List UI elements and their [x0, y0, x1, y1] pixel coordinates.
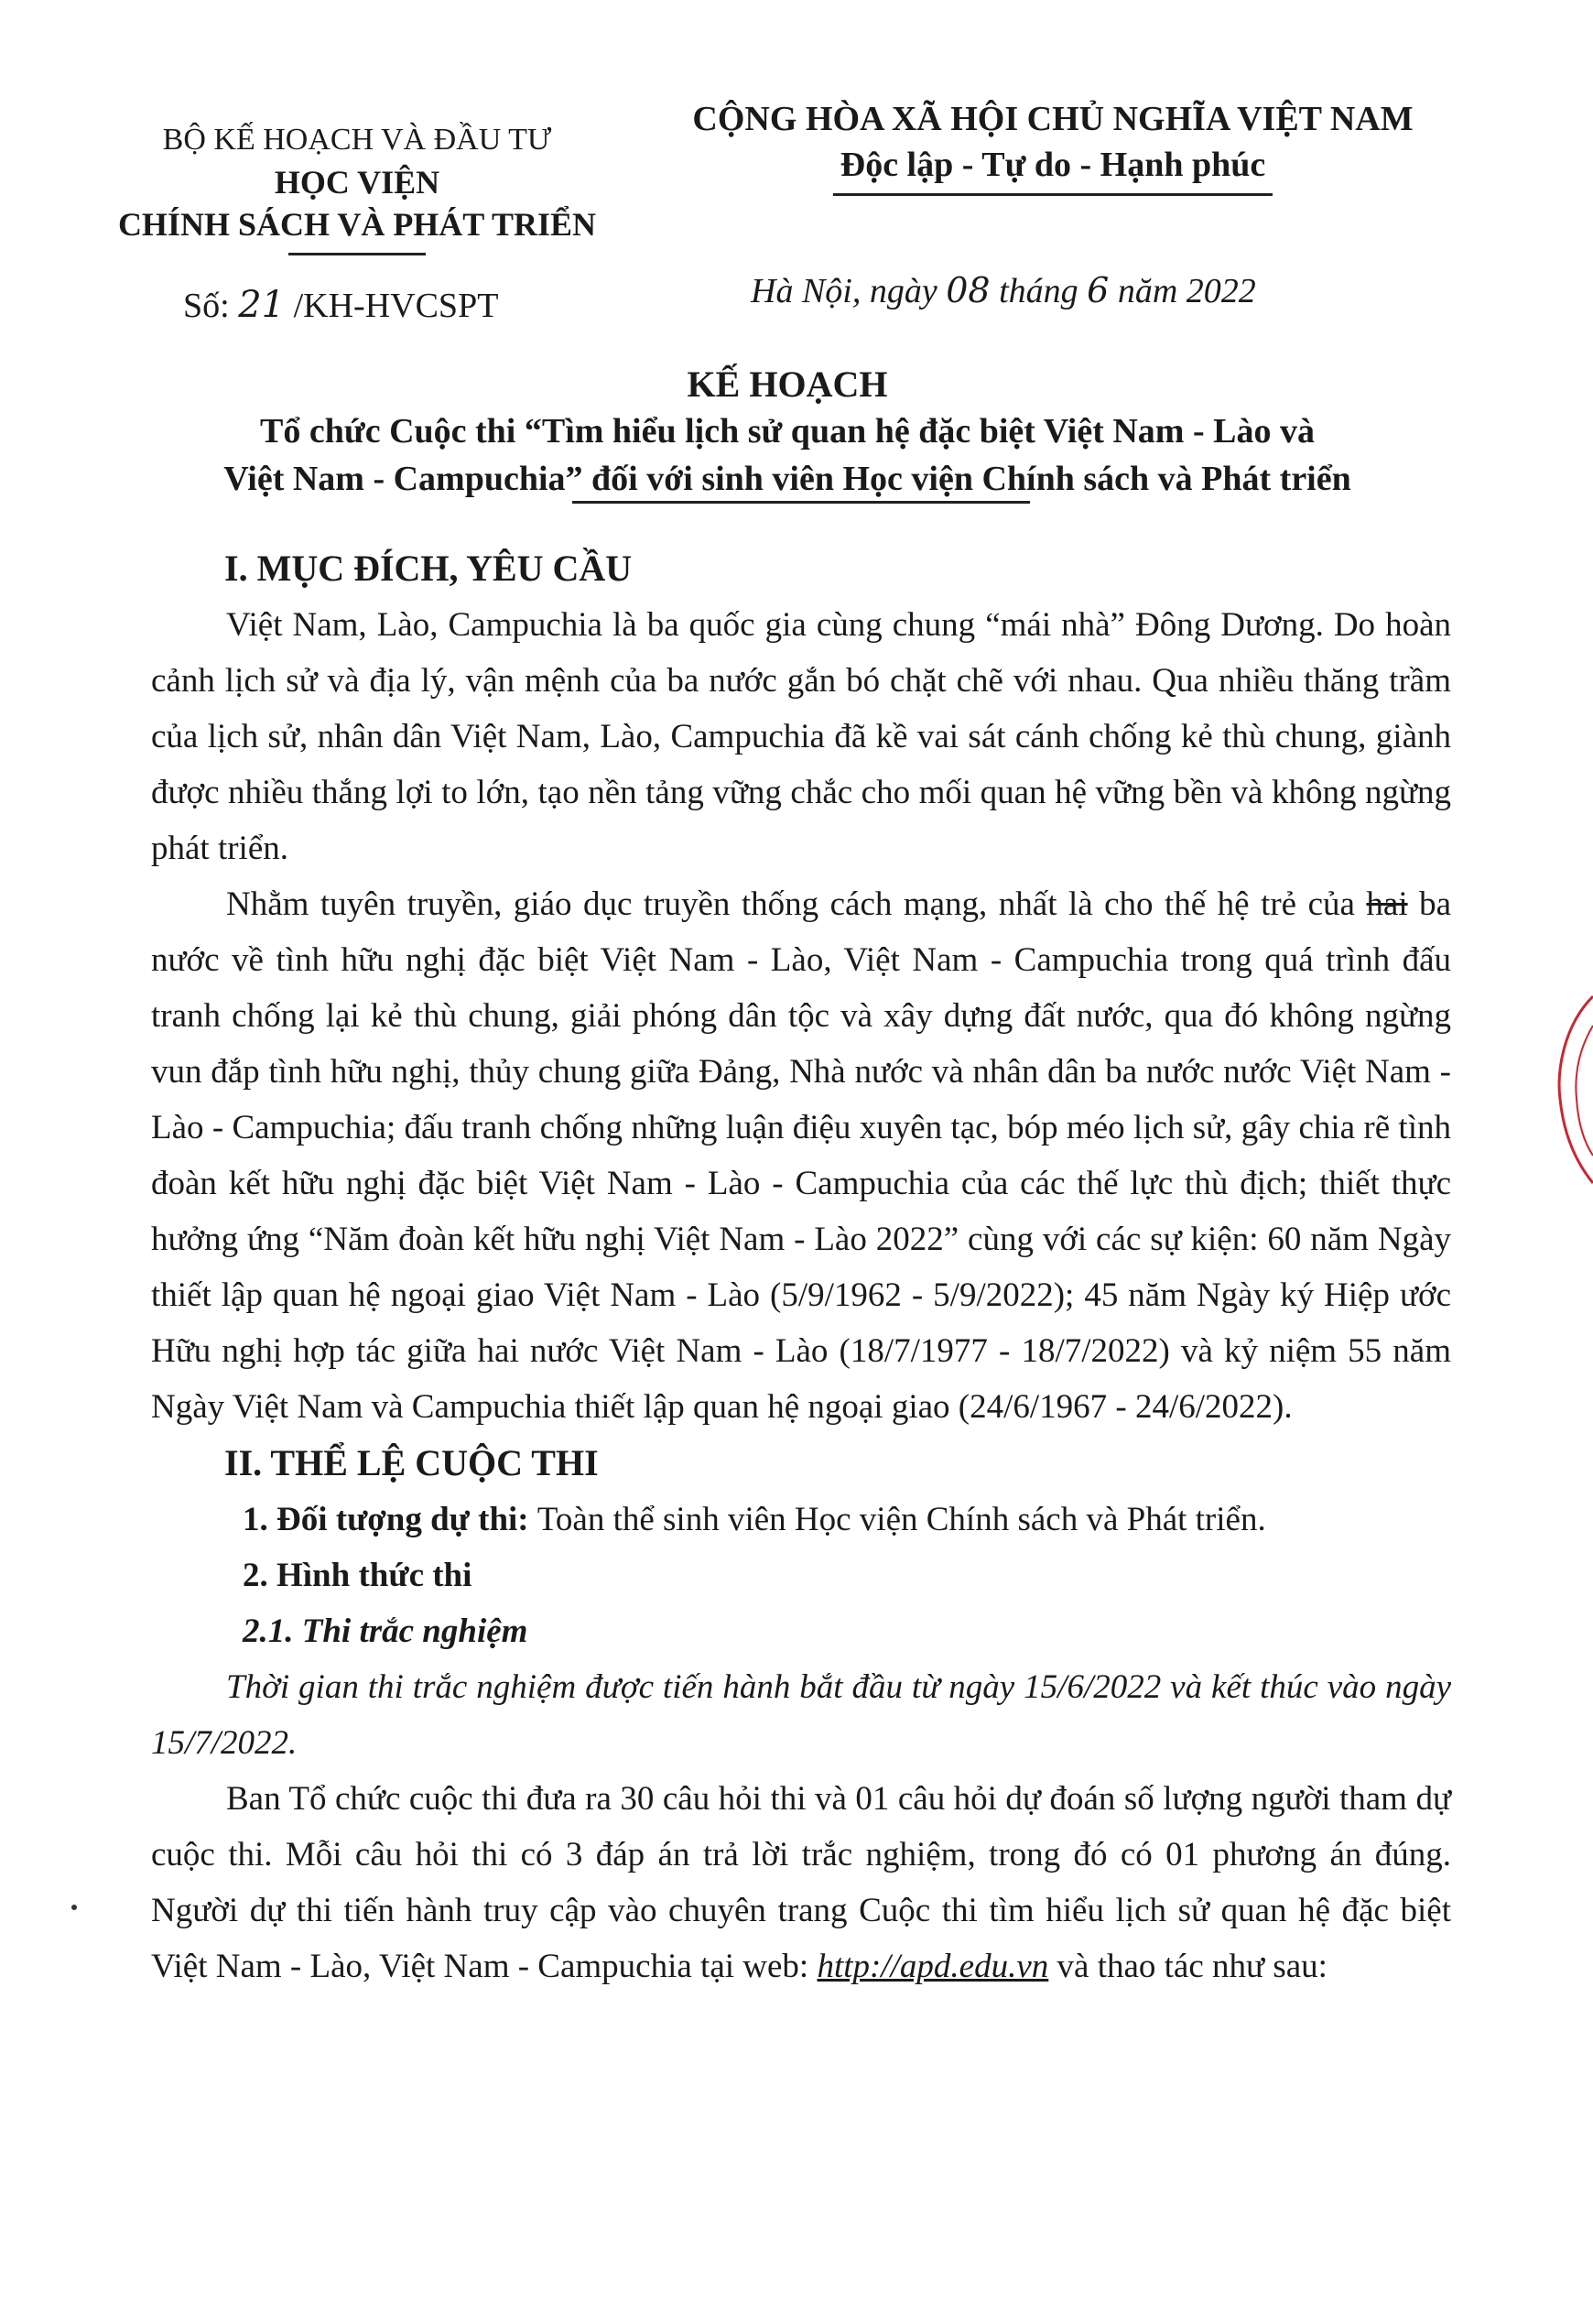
quiz-description-after: và thao tác như sau:	[1057, 1948, 1328, 1985]
document-number	[183, 284, 498, 326]
document-title	[128, 362, 1447, 503]
title-underline	[572, 501, 1030, 504]
participants-label: 1. Đối tượng dự thi:	[243, 1501, 529, 1538]
national-motto: Độc lập - Tự do - Hạnh phúc	[840, 146, 1266, 184]
ministry-name: BỘ KẾ HOẠCH VÀ ĐẦU TƯ	[162, 123, 552, 157]
section-1-heading: I. MỤC ĐÍCH, YÊU CẦU	[224, 548, 633, 589]
p2-start: Nhằm tuyên truyền, giáo dục truyền thống cách mạng, nhất là cho thế hệ trẻ của	[226, 885, 1355, 923]
participants-item	[151, 1492, 1451, 1548]
issue-date	[751, 270, 1256, 311]
quiz-heading: 2.1. Thi trắc nghiệm	[243, 1613, 528, 1650]
date-day: 08	[946, 270, 991, 310]
section-1-paragraph-2	[151, 876, 1451, 1435]
document-body	[151, 540, 1451, 1994]
doc-number-suffix: /KH-HVCSPT	[293, 287, 499, 325]
issuer-block	[110, 119, 604, 255]
title-line2: Việt Nam - Campuchia” đối với sinh viên Học viện Chính sách và Phát triển	[223, 460, 1351, 498]
motto-underline	[833, 193, 1273, 196]
institute-line2: CHÍNH SÁCH VÀ PHÁT TRIỂN	[117, 206, 597, 243]
date-month: 6	[1087, 270, 1110, 310]
doc-number-handwritten: 21	[238, 284, 286, 326]
contest-web-link[interactable]: http://apd.edu.vn	[817, 1948, 1049, 1985]
p2-rest: ba nước về tình hữu nghị đặc biệt Việt Nam - Lào, Việt Nam - Campuchia trong quá trình đấu tranh chống lại kẻ thù chung, giải phóng dân tộc và xây dựng đất nước, qua đó không ngừng vun đắp tình hữu nghị, thủy chung giữa Đảng, Nhà nước và nhân dân ba nước nước Việt Nam - Lào - Campuchia; đấu tranh chống những luận điệu xuyên tạc, bóp méo lịch sử, gây chia rẽ tình đoàn kết hữu nghị đặc biệt Việt Nam - Lào - Campuchia của các thế lực thù địch; thiết thực hưởng ứng “Năm đoàn kết hữu nghị Việt Nam - Lào 2022” cùng với các sự kiện: 60 năm Ngày thiết lập quan hệ ngoại giao Việt Nam - Lào (5/9/1962 - 5/9/2022); 45 năm Ngày ký Hiệp ước Hữu nghị hợp tác giữa hai nước Việt Nam - Lào (18/7/1977 - 18/7/2022) và kỷ niệm 55 năm Ngày Việt Nam và Campuchia thiết lập quan hệ ngoại giao (24/6/1967 - 24/6/2022).	[151, 885, 1452, 1426]
date-month-label: tháng	[999, 272, 1078, 310]
red-stamp-fragment	[1547, 989, 1593, 1190]
issuer-underline	[288, 253, 426, 255]
date-year: năm 2022	[1117, 272, 1256, 310]
format-heading: 2. Hình thức thi	[243, 1557, 472, 1594]
national-header	[641, 96, 1465, 196]
quiz-description	[151, 1771, 1451, 1994]
institute-line1: HỌC VIỆN	[274, 164, 440, 201]
republic-name: CỘNG HÒA XÃ HỘI CHỦ NGHĨA VIỆT NAM	[692, 100, 1414, 138]
quiz-description-text: Ban Tổ chức cuộc thi đưa ra 30 câu hỏi thi và 01 câu hỏi dự đoán số lượng người tham dự cuộc thi. Mỗi câu hỏi thi có 3 đáp án trả lời trắc nghiệm, trong đó có 01 phương án đúng. Người dự thi tiến hành truy cập vào chuyên trang Cuộc thi tìm hiểu lịch sử quan hệ đặc biệt Việt Nam - Lào, Việt Nam - Campuchia tại web:	[151, 1780, 1451, 1985]
scan-speck	[71, 1905, 77, 1910]
title-line1: Tổ chức Cuộc thi “Tìm hiểu lịch sử quan hệ đặc biệt Việt Nam - Lào và	[260, 412, 1315, 451]
participants-text: Toàn thể sinh viên Học viện Chính sách và Phát triển.	[536, 1501, 1266, 1538]
section-1-paragraph-1: Việt Nam, Lào, Campuchia là ba quốc gia cùng chung “mái nhà” Đông Dương. Do hoàn cảnh lịch sử và địa lý, vận mệnh của ba nước gắn bó chặt chẽ với nhau. Qua nhiều thăng trầm của lịch sử, nhân dân Việt Nam, Lào, Campuchia đã kề vai sát cánh chống kẻ thù chung, giành được nhiều thắng lợi to lớn, tạo nền tảng vững chắc cho mối quan hệ vững bền và không ngừng phát triển.	[151, 606, 1451, 867]
doc-number-prefix: Số:	[183, 287, 230, 325]
struck-word: hai	[1366, 885, 1408, 923]
doc-type: KẾ HOẠCH	[687, 364, 888, 405]
quiz-time: Thời gian thi trắc nghiệm được tiến hành bắt đầu từ ngày 15/6/2022 và kết thúc vào ngày 15/7/2022.	[151, 1668, 1451, 1762]
date-place: Hà Nội, ngày	[751, 272, 937, 310]
section-2-heading: II. THỂ LỆ CUỘC THI	[224, 1442, 599, 1483]
